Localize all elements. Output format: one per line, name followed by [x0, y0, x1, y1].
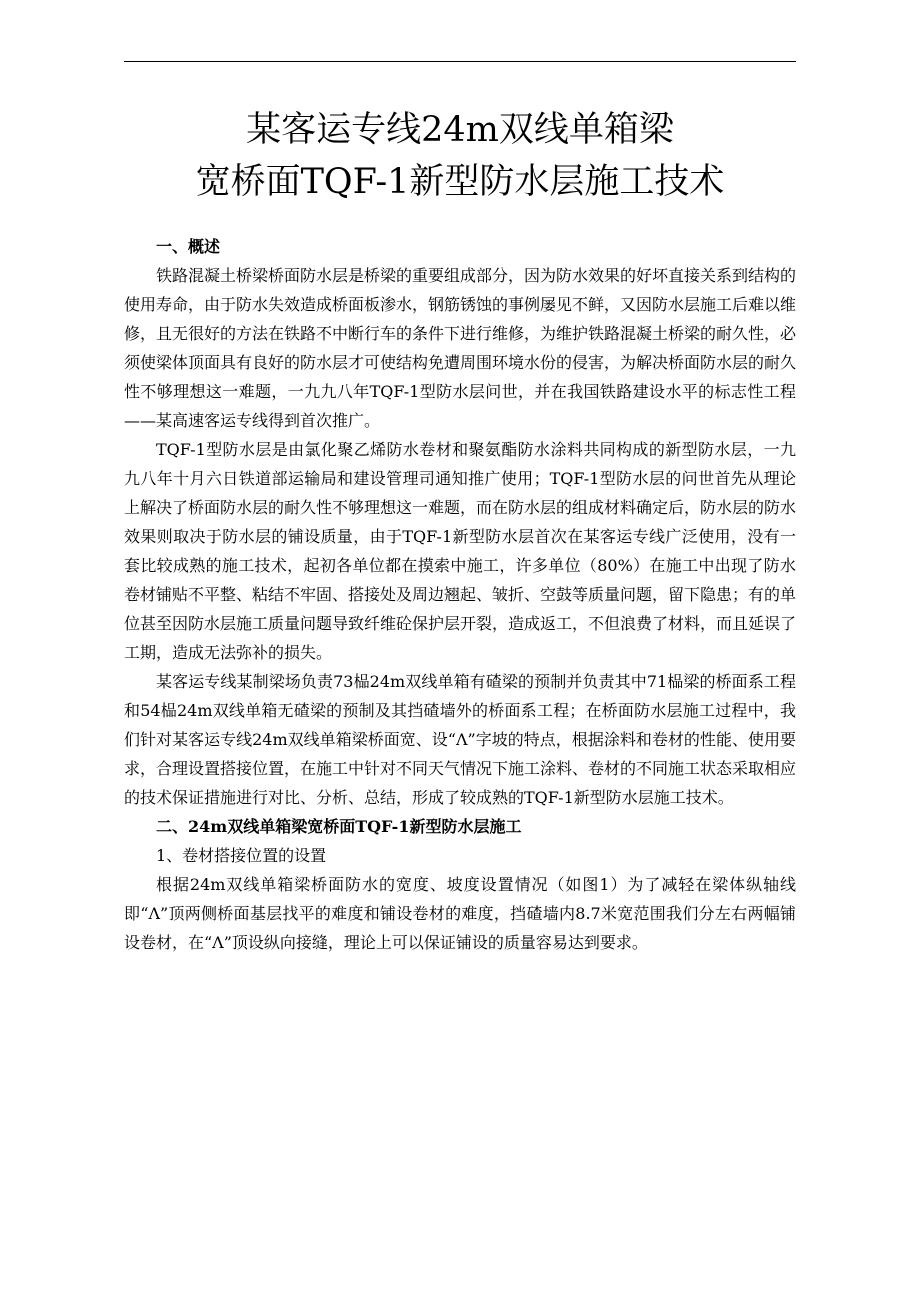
paragraph: 根据24m双线单箱梁桥面防水的宽度、坡度设置情况（如图1）为了减轻在梁体纵轴线即“Λ”顶两侧桥面基层找平的难度和铺设卷材的难度，挡碴墙内8.7米宽范围我们分左右两幅铺设卷材，在“Λ”顶设纵向接缝，理论上可以保证铺设的质量容易达到要求。	[124, 875, 796, 952]
paragraph: TQF-1型防水层是由氯化聚乙烯防水卷材和聚氨酯防水涂料共同构成的新型防水层，一九九八年十月六日铁道部运输局和建设管理司通知推广使用；TQF-1型防水层的问世首先从理论上解决了桥面防水层的耐久性不够理想这一难题，而在防水层的组成材料确定后，防水层的防水效果则取决于防水层的铺设质量，由于TQF-1新型防水层首次在某客运专线广泛使用，没有一套比较成熟的施工技术，起初各单位都在摸索中施工，许多单位（80%）在施工中出现了防水卷材铺贴不平整、粘结不牢固、搭接处及周边翘起、皱折、空鼓等质量问题，留下隐患；有的单位甚至因防水层施工质量问题导致纤维砼保护层开裂，造成返工，不但浪费了材料，而且延误了工期，造成无法弥补的损失。	[124, 440, 797, 662]
document-title-line-1: 某客运专线24m双线单箱梁	[246, 110, 674, 150]
document-title-line-2: 宽桥面TQF-1新型防水层施工技术	[195, 162, 725, 202]
document-body	[124, 232, 796, 957]
section-heading-construction: 二、24m双线单箱梁宽桥面TQF-1新型防水层施工	[156, 817, 522, 836]
section-heading-overview: 一、概述	[156, 237, 221, 256]
paragraph: 某客运专线某制梁场负责73榀24m双线单箱有碴梁的预制并负责其中71榀梁的桥面系工程和54榀24m双线单箱无碴梁的预制及其挡碴墙外的桥面系工程；在桥面防水层施工过程中，我们针对某客运专线24m双线单箱梁桥面宽、设“Λ”字坡的特点，根据涂料和卷材的性能、使用要求，合理设置搭接位置，在施工中针对不同天气情况下施工涂料、卷材的不同施工状态采取相应的技术保证措施进行对比、分析、总结，形成了较成熟的TQF-1新型防水层施工技术。	[124, 672, 797, 807]
paragraph: 铁路混凝土桥梁桥面防水层是桥梁的重要组成部分，因为防水效果的好坏直接关系到结构的使用寿命，由于防水失效造成桥面板渗水，钢筋锈蚀的事例屡见不鲜，又因防水层施工后难以维修，且无很好的方法在铁路不中断行车的条件下进行维修，为维护铁路混凝土桥梁的耐久性，必须使梁体顶面具有良好的防水层才可使结构免遭周围环境水份的侵害，为解决桥面防水层的耐久性不够理想这一难题，一九九八年TQF-1型防水层问世，并在我国铁路建设水平的标志性工程——某高速客运专线得到首次推广。	[124, 266, 797, 430]
subsection-heading: 1、卷材搭接位置的设置	[156, 846, 327, 865]
header-rule	[124, 61, 796, 62]
